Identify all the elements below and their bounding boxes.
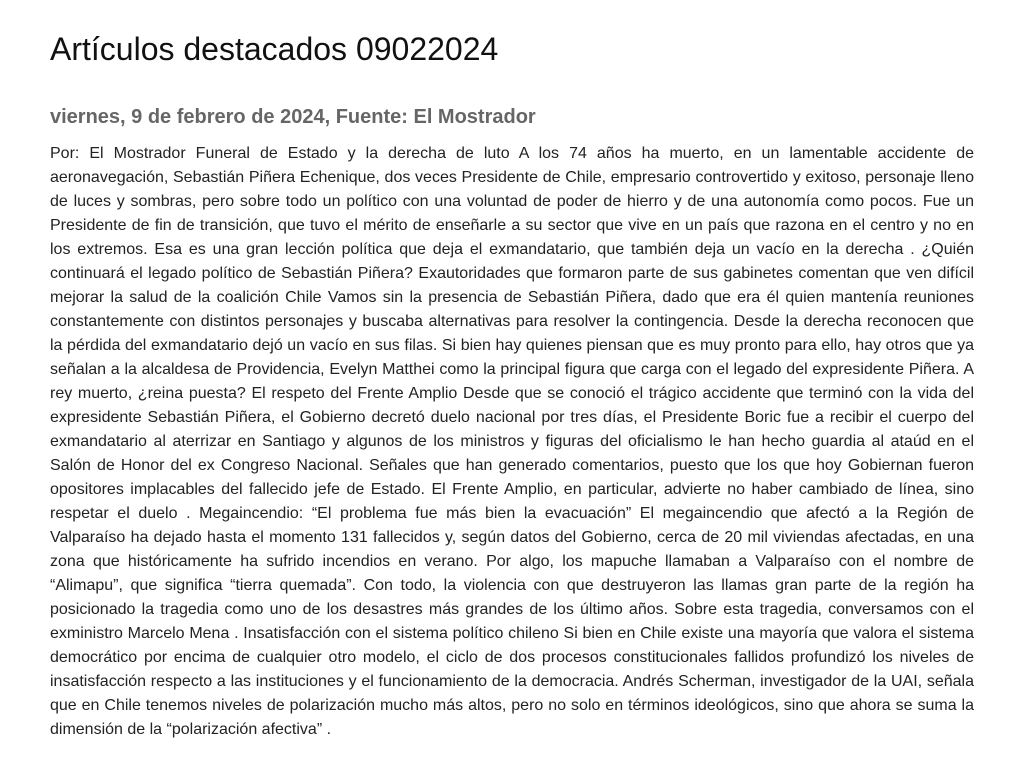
article: [50, 104, 974, 742]
page-title: Artículos destacados 09022024: [50, 31, 499, 67]
article-body: Por: El Mostrador Funeral de Estado y la derecha de luto A los 74 años ha muerto, en un lamentable accidente de aeronavegación, Sebastián Piñera Echenique, dos veces Presidente de Chile, empresario controvertido y exitoso, personaje lleno de luces y sombras, pero sobre todo un político con una voluntad de poder de hierro y de una autonomía como pocos. Fue un Presidente de fin de transición, que tuvo el mérito de enseñarle a su sector que vive en un país que razona en el centro y no en los extremos. Esa es una gran lección política que deja el exmandatario, que también deja un vacío en la derecha . ¿Quién continuará el legado político de Sebastián Piñera? Exautoridades que formaron parte de sus gabinetes comentan que ven difícil mejorar la salud de la coalición Chile Vamos sin la presencia de Sebastián Piñera, dado que era él quien mantenía reuniones constantemente con distintos personajes y buscaba alternativas para resolver la contingencia. Desde la derecha reconocen que la pérdida del exmandatario dejó un vacío en sus filas. Si bien hay quienes piensan que es muy pronto para ello, hay otros que ya señalan a la alcaldesa de Providencia, Evelyn Matthei como la principal figura que carga con el legado del expresidente Piñera. A rey muerto, ¿reina puesta? El respeto del Frente Amplio Desde que se conoció el trágico accidente que terminó con la vida del expresidente Sebastián Piñera, el Gobierno decretó duelo nacional por tres días, el Presidente Boric fue a recibir el cuerpo del exmandatario al aterrizar en Santiago y algunos de los ministros y figuras del oficialismo le han hecho guardia al ataúd en el Salón de Honor del ex Congreso Nacional. Señales que han generado comentarios, puesto que los que hoy Gobiernan fueron opositores implacables del fallecido jefe de Estado. El Frente Amplio, en particular, advierte no haber cambiado de línea, sino respetar el duelo . Megaincendio: “El problema fue más bien la evacuación” El megaincendio que afectó a la Región de Valparaíso ha dejado hasta el momento 131 fallecidos y, según datos del Gobierno, cerca de 20 mil viviendas afectadas, en una zona que históricamente ha sufrido incendios en verano. Por algo, los mapuche llamaban a Valparaíso con el nombre de “Alimapu”, que significa “tierra quemada”. Con todo, la violencia con que destruyeron las llamas gran parte de la región ha posicionado la tragedia como uno de los desastres más grandes de los último años. Sobre esta tragedia, conversamos con el exministro Marcelo Mena . Insatisfacción con el sistema político chileno Si bien en Chile existe una mayoría que valora el sistema democrático por encima de cualquier otro modelo, el ciclo de dos procesos constitucionales fallidos profundizó los niveles de insatisfacción respecto a las instituciones y el funcionamiento de la democracia. Andrés Scherman, investigador de la UAI, señala que en Chile tenemos niveles de polarización mucho más altos, pero no solo en términos ideológicos, sino que ahora se suma la dimensión de la “polarización afectiva” .: [50, 145, 974, 738]
article-date-source: viernes, 9 de febrero de 2024, Fuente: El Mostrador: [50, 106, 536, 128]
